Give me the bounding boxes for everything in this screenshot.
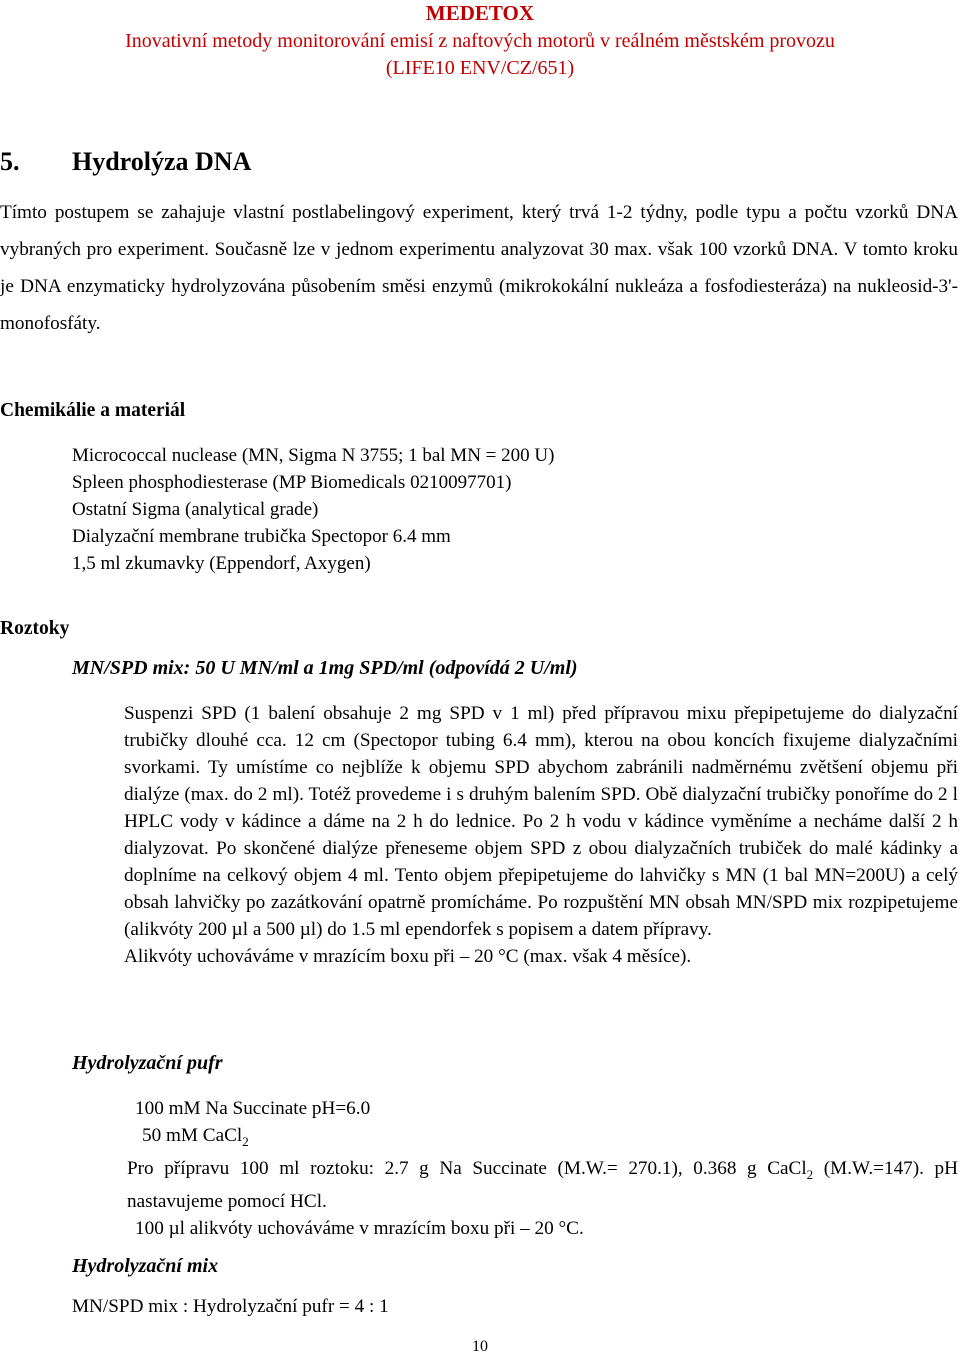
buffer-storage: 100 µl alikvóty uchováváme v mrazícím boxu při – 20 °C. bbox=[135, 1217, 584, 1239]
buffer-prep-text-b: (M.W.=147). pH nastavujeme pomocí HCl. bbox=[127, 1157, 958, 1212]
section-number: 5. bbox=[0, 147, 20, 176]
buffer-heading: Hydrolyzační pufr bbox=[72, 1052, 223, 1074]
mix-procedure-text: Suspenzi SPD (1 balení obsahuje 2 mg SPD v 1 ml) před přípravou mixu přepipetujeme do dialyzační trubičky dlouhé cca. 12 cm (Spectopor tubing 6.4 mm), kterou na obou koncích fixujeme dialyzačními svorkami. Ty umístíme co nejblíže k objemu SPD abychom zabránili nadměrnému zvětšení objemu při dialýze (max. do 2 ml). Totéž provedeme i s druhým balením SPD. Obě dialyzační trubičky ponoříme do 2 l HPLC vody v kádince a dáme na 2 h do lednice. Po 2 h vodu v kádince vyměníme a necháme další 2 h dialyzovat. Po skončené dialýze přeneseme objem SPD z obou dialyzačních trubiček do malé kádinky a doplníme na celkový objem 4 ml. Tento objem přepipetujeme do lahvičky s MN (1 bal MN=200U) a celý obsah lahvičky po zazátkování opatrně promícháme. Po rozpuštění MN obsah MN/SPD mix rozpipetujeme (alikvóty 200 µl a 500 µl) do 1.5 ml ependorfek s popisem a datem přípravy. bbox=[124, 703, 958, 940]
buffer-block bbox=[127, 1095, 958, 1242]
material-item: Dialyzační membrane trubička Spectopor 6.4 mm bbox=[72, 526, 451, 547]
page-number: 10 bbox=[472, 1338, 488, 1355]
buffer-prep-subscript: 2 bbox=[806, 1166, 814, 1182]
project-code: (LIFE10 ENV/CZ/651) bbox=[385, 57, 575, 79]
project-title: MEDETOX bbox=[425, 1, 535, 25]
material-item: 1,5 ml zkumavky (Eppendorf, Axygen) bbox=[72, 553, 371, 574]
material-item: Micrococcal nuclease (MN, Sigma N 3755; 1 bal MN = 200 U) bbox=[72, 445, 555, 466]
mix-storage-text: Alikvóty uchováváme v mrazícím boxu při – 20 °C (max. však 4 měsíce). bbox=[124, 946, 692, 967]
mix-procedure bbox=[124, 700, 958, 970]
buffer-preparation bbox=[127, 1155, 958, 1215]
cacl2-subscript: 2 bbox=[242, 1133, 249, 1149]
hydrolysis-mix-ratio: MN/SPD mix : Hydrolyzační pufr = 4 : 1 bbox=[72, 1296, 389, 1317]
material-item: Ostatní Sigma (analytical grade) bbox=[72, 499, 319, 520]
section-title: Hydrolýza DNA bbox=[72, 147, 252, 176]
buffer-prep-text-a: Pro přípravu 100 ml roztoku: 2.7 g Na Succinate (M.W.= 270.1), 0.368 g CaCl bbox=[127, 1157, 807, 1179]
project-subtitle: Inovativní metody monitorování emisí z naftových motorů v reálném městském provozu bbox=[125, 30, 835, 52]
intro-paragraph: Tímto postupem se zahajuje vlastní postlabelingový experiment, který trvá 1-2 týdny, podle typu a počtu vzorků DNA vybraných pro experiment. Současně lze v jednom experimentu analyzovat 30 max. však 100 vzorků DNA. V tomto kroku je DNA enzymaticky hydrolyzována působením směsi enzymů (mikrokokální nukleáza a fosfodiesteráza) na nukleosid-3'-monofosfáty. bbox=[0, 202, 958, 334]
chemicals-heading: Chemikálie a materiál bbox=[0, 400, 186, 421]
hydrolysis-mix-heading: Hydrolyzační mix bbox=[72, 1255, 219, 1277]
cacl2-label: 50 mM CaCl bbox=[142, 1125, 243, 1146]
section-heading bbox=[0, 147, 251, 177]
buffer-line-cacl2 bbox=[135, 1122, 958, 1155]
mix-heading: MN/SPD mix: 50 U MN/ml a 1mg SPD/ml (odpovídá 2 U/ml) bbox=[72, 657, 578, 679]
materials-list bbox=[72, 442, 554, 577]
buffer-line-succinate: 100 mM Na Succinate pH=6.0 bbox=[135, 1098, 371, 1119]
material-item: Spleen phosphodiesterase (MP Biomedicals 0210097701) bbox=[72, 472, 512, 493]
solutions-heading: Roztoky bbox=[0, 618, 70, 639]
